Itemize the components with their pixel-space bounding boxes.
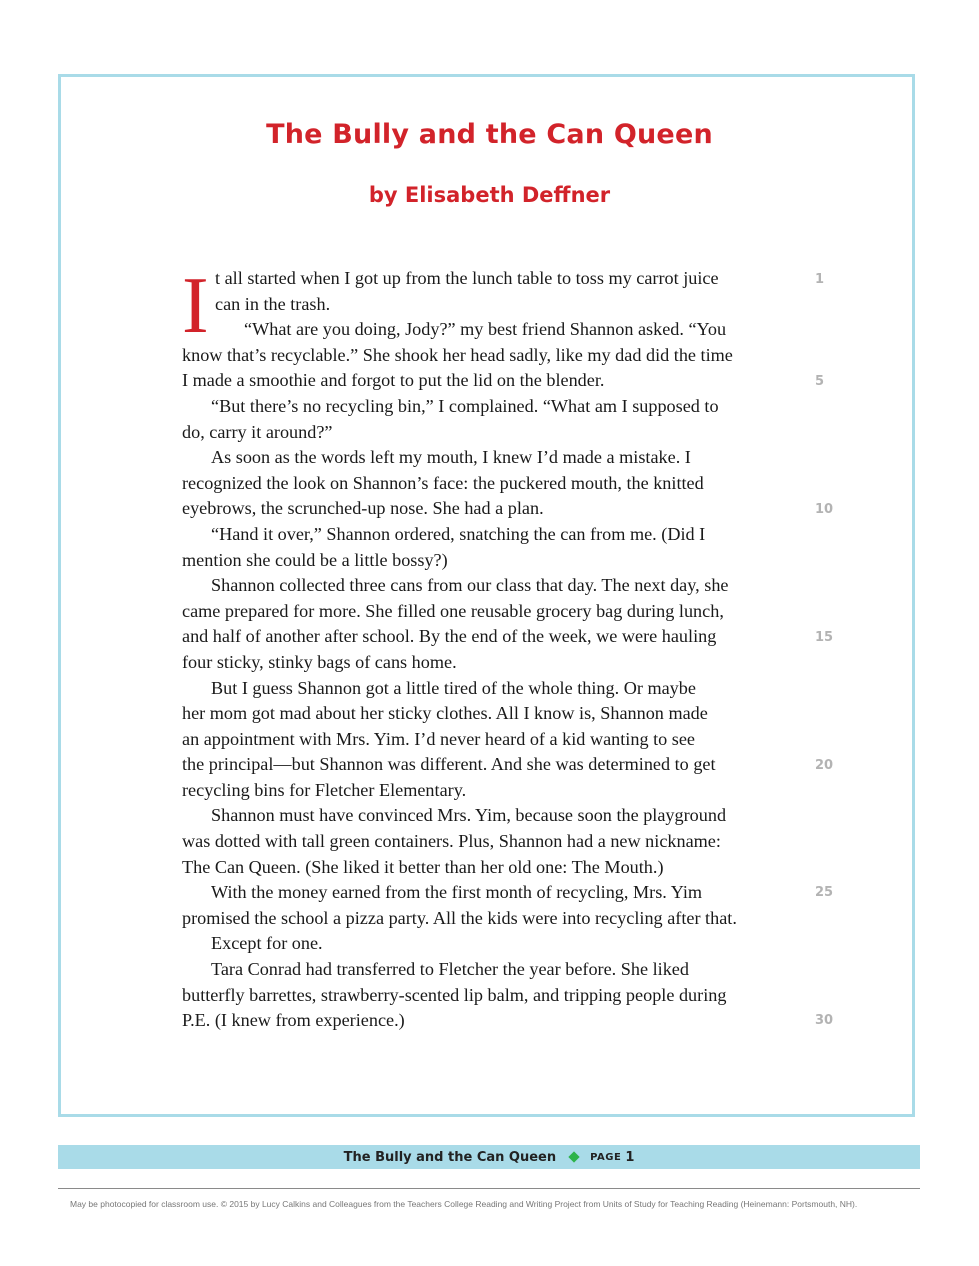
story-line: recognized the look on Shannon’s face: the puckered mouth, the knitted — [182, 472, 704, 493]
drop-cap: I — [182, 262, 209, 350]
story-line: promised the school a pizza party. All the kids were into recycling after that. — [182, 907, 737, 928]
story-line: came prepared for more. She filled one reusable grocery bag during lunch, — [182, 600, 724, 621]
line-number: 25 — [815, 885, 834, 900]
story-line: “But there’s no recycling bin,” I complained. “What am I supposed to — [211, 395, 719, 416]
footer-title: The Bully and the Can Queen — [343, 1149, 557, 1165]
story-title: The Bully and the Can Queen — [266, 119, 713, 150]
story-line: eyebrows, the scrunched-up nose. She had a plan. — [182, 498, 544, 519]
story-line: Shannon must have convinced Mrs. Yim, because soon the playground — [211, 805, 727, 826]
story-line: do, carry it around?” — [182, 421, 333, 442]
diamond-icon — [568, 1151, 579, 1162]
footer-page-number: 1 — [625, 1149, 635, 1165]
story-line: four sticky, stinky bags of cans home. — [182, 651, 457, 672]
story-line: and half of another after school. By the end of the week, we were hauling — [182, 626, 717, 647]
story-line: can in the trash. — [215, 293, 331, 314]
story-line: With the money earned from the first month of recycling, Mrs. Yim — [211, 882, 703, 903]
story-line: But I guess Shannon got a little tired of the whole thing. Or maybe — [211, 677, 696, 698]
footer-band — [58, 1145, 920, 1169]
story-line: recycling bins for Fletcher Elementary. — [182, 779, 467, 800]
story-line: “What are you doing, Jody?” my best friend Shannon asked. “You — [244, 319, 727, 340]
story-line: “Hand it over,” Shannon ordered, snatching the can from me. (Did I — [211, 523, 706, 544]
line-number: 20 — [815, 758, 834, 773]
copyright-notice: May be photocopied for classroom use. © 2015 by Lucy Calkins and Colleagues from the Teachers College Reading and Writing Project from Units of Study for Teaching Reading (Heinemann: Portsmouth, NH). — [70, 1199, 858, 1209]
line-number: 5 — [815, 374, 825, 389]
story-line: P.E. (I knew from experience.) — [182, 1010, 405, 1031]
story-byline: by Elisabeth Deffner — [368, 183, 611, 207]
story-line: Shannon collected three cans from our class that day. The next day, she — [211, 575, 729, 596]
story-line: Except for one. — [211, 933, 323, 954]
line-number: 10 — [815, 502, 834, 517]
story-line: know that’s recyclable.” She shook her head sadly, like my dad did the time — [182, 344, 733, 365]
story-line: As soon as the words left my mouth, I knew I’d made a mistake. I — [211, 447, 691, 468]
story-line: t all started when I got up from the lunch table to toss my carrot juice — [215, 268, 719, 288]
line-number: 1 — [815, 272, 825, 287]
story-line: her mom got mad about her sticky clothes. All I know is, Shannon made — [182, 703, 708, 724]
story-line: the principal—but Shannon was different. And she was determined to get — [182, 754, 716, 775]
story-line: Tara Conrad had transferred to Fletcher the year before. She liked — [211, 959, 689, 980]
story-line: was dotted with tall green containers. Plus, Shannon had a new nickname: — [182, 831, 721, 852]
story-line: an appointment with Mrs. Yim. I’d never heard of a kid wanting to see — [182, 728, 695, 749]
footer-page-label: PAGE — [590, 1151, 622, 1163]
footer-divider — [58, 1188, 920, 1189]
story-line: The Can Queen. (She liked it better than her old one: The Mouth.) — [182, 856, 664, 877]
line-number: 15 — [815, 630, 834, 645]
story-line: mention she could be a little bossy?) — [182, 549, 448, 570]
story-line: butterfly barrettes, strawberry-scented lip balm, and tripping people during — [182, 984, 727, 1005]
story-line: I made a smoothie and forgot to put the lid on the blender. — [182, 370, 605, 391]
line-number: 30 — [815, 1013, 834, 1028]
story-body — [182, 262, 802, 1034]
